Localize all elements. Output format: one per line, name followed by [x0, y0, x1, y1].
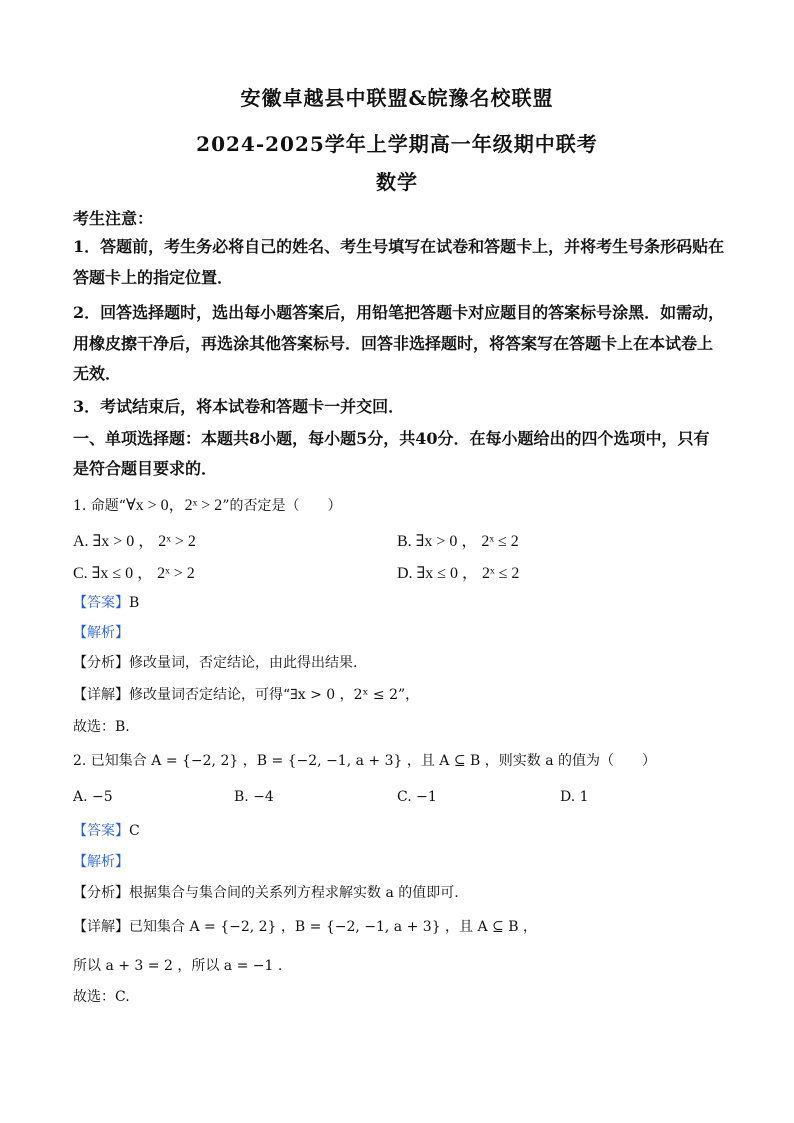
answer-tag: 【答案】: [73, 595, 129, 611]
xiangjie-tag: 【详解】: [73, 687, 129, 703]
q2-xiangjie-row: [73, 916, 537, 936]
fenxi-tag: 【分析】: [73, 885, 129, 901]
q1-stem-suffix: ”的否定是（ ）: [222, 498, 342, 514]
q1-option-c: C. ∃x ≤ 0 ， 2ˣ > 2: [73, 565, 195, 582]
title-line1: 安徽卓越县中联盟&皖豫名校联盟: [240, 86, 554, 110]
q1-analysis-row: [73, 622, 129, 642]
q2-conclusion: 故选：C.: [73, 989, 130, 1005]
section-heading-cont: 是符合题目要求的．: [73, 459, 218, 478]
q1-stem: [73, 492, 341, 515]
q2-option-c: C. −1: [397, 789, 437, 805]
notice-item: 无效．: [73, 364, 122, 383]
title-line2: 2024-2025学年上学期高一年级期中联考: [196, 132, 598, 156]
q2-option-b: B. −4: [234, 789, 274, 805]
q1-stem-prefix: 1. 命题“: [73, 498, 126, 514]
q2-xiangjie: 已知集合 A = {−2, 2} ，B = {−2, −1, a + 3} ，且 A ⊆ B ，: [129, 919, 537, 935]
section-heading: 一、单项选择题：本题共8小题，每小题5分，共40分．在每小题给出的四个选项中，只有: [73, 429, 710, 448]
notice-item: 2．回答选择题时，选出每小题答案后，用铅笔把答题卡对应题目的答案标号涂黑．如需动，: [73, 303, 725, 322]
notice-item: 答题卡上的指定位置．: [73, 268, 234, 287]
subject-title: 数学: [376, 170, 418, 194]
q2-fenxi: 根据集合与集合间的关系列方程求解实数 a 的值即可.: [129, 885, 459, 901]
q2-option-d: D. 1: [560, 789, 589, 805]
notice-item: 3．考试结束后，将本试卷和答题卡一并交回．: [73, 397, 405, 416]
analysis-tag: 【解析】: [73, 854, 129, 870]
q2-option-a: A. −5: [73, 789, 113, 805]
q2-answer: C: [129, 823, 140, 839]
q2-stem: 2. 已知集合 A = {−2, 2} ，B = {−2, −1, a + 3} ，且 A ⊆ B ，则实数 a 的值为（ ）: [73, 753, 657, 769]
notice-heading: 考生注意：: [73, 209, 154, 228]
answer-tag: 【答案】: [73, 823, 129, 839]
q1-option-a: A. ∃x > 0 ， 2ˣ > 2: [73, 533, 196, 550]
q1-option-d: D. ∃x ≤ 0 ， 2ˣ ≤ 2: [397, 565, 520, 582]
q1-xiangjie-row: [73, 684, 419, 704]
analysis-tag: 【解析】: [73, 625, 129, 641]
q2-fenxi-row: [73, 882, 459, 902]
q2-step: 所以 a + 3 = 2 ，所以 a = −1 .: [73, 958, 283, 974]
q1-conclusion: 故选：B.: [73, 719, 130, 735]
notice-item: 1．答题前，考生务必将自己的姓名、考生号填写在试卷和答题卡上，并将考生号条形码贴在: [73, 237, 725, 256]
notice-item: 用橡皮擦干净后，再选涂其他答案标号．回答非选择题时，将答案写在答题卡上在本试卷上: [73, 334, 714, 353]
q2-answer-row: [73, 820, 140, 840]
q1-fenxi: 修改量词，否定结论，由此得出结果.: [129, 655, 358, 671]
q1-option-b: B. ∃x > 0 ， 2ˣ ≤ 2: [397, 533, 519, 550]
q1-answer: B: [129, 595, 140, 611]
q1-xiangjie: 修改量词否定结论，可得“∃x > 0 ，2ˣ ≤ 2”，: [129, 687, 420, 703]
q2-analysis-row: [73, 851, 129, 871]
fenxi-tag: 【分析】: [73, 655, 129, 671]
q1-fenxi-row: [73, 652, 357, 672]
xiangjie-tag: 【详解】: [73, 919, 129, 935]
q1-stem-math: ∀x > 0，2ˣ > 2: [125, 497, 223, 514]
q1-answer-row: [73, 592, 139, 612]
